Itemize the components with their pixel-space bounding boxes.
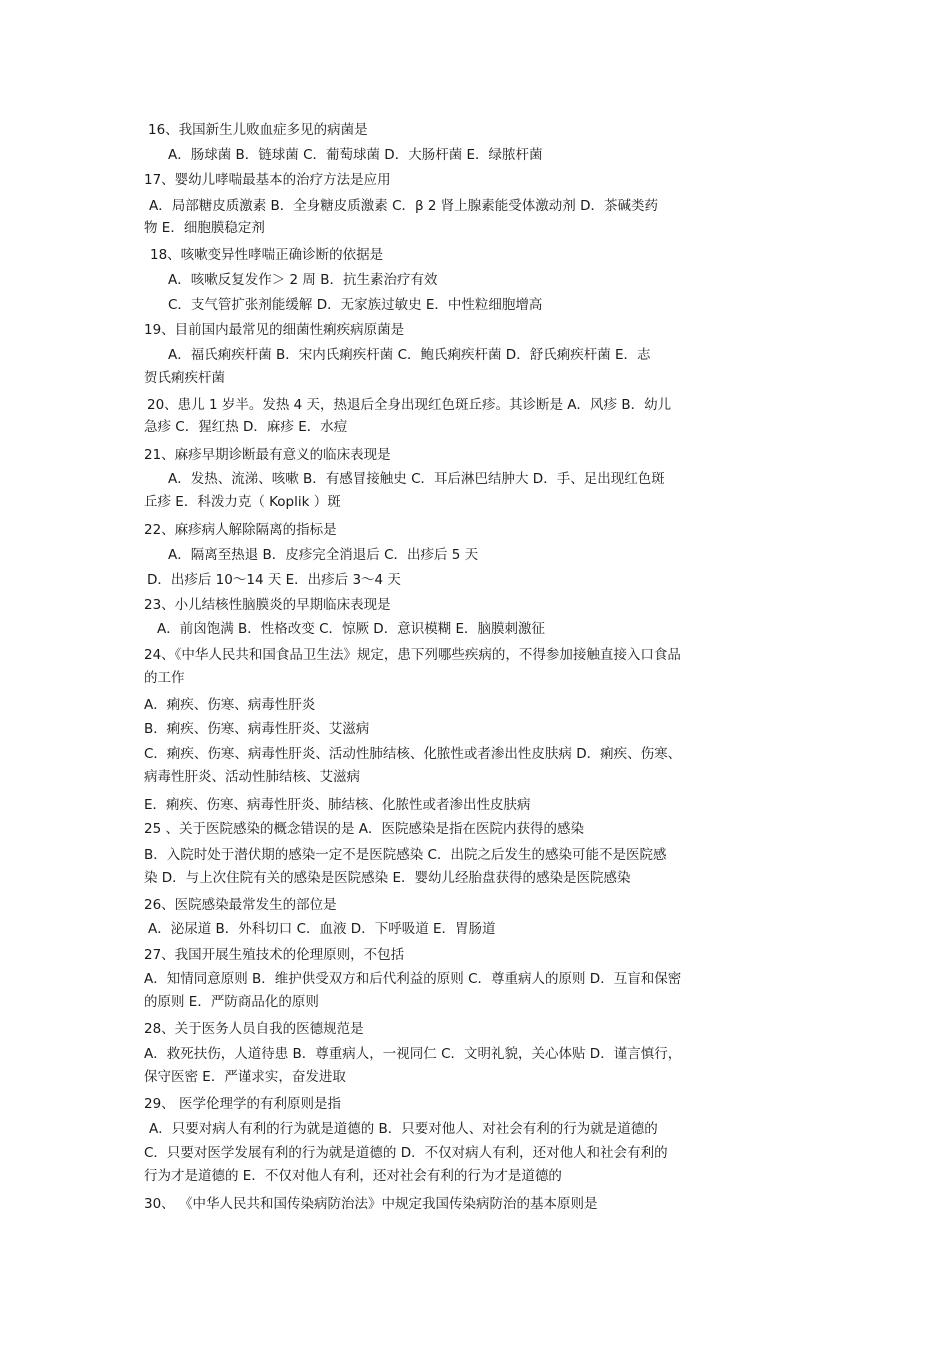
option-24-a: A．痢疾、伤寒、病毒性肝炎 (144, 697, 316, 713)
option-24-d-cont: 病毒性肝炎、活动性肺结核、艾滋病 (144, 769, 360, 785)
options-29-line3: 行为才是道德的 E．不仅对他人有利，还对社会有利的行为才是道德的 (144, 1168, 562, 1184)
options-28-line2: 保守医密 E．严谨求实，奋发进取 (144, 1069, 346, 1085)
options-16: A．肠球菌 B．链球菌 C．葡萄球菌 D．大肠杆菌 E．绿脓杆菌 (168, 147, 543, 163)
options-17-line2: 物 E．细胞膜稳定剂 (144, 220, 265, 236)
options-22-line1: A．隔离至热退 B．皮疹完全消退后 C．出疹后 5 天 (168, 547, 479, 563)
question-19: 19、目前国内最常见的细菌性痢疾病原菌是 (144, 322, 405, 338)
options-26: A．泌尿道 B．外科切口 C．血液 D．下呼吸道 E．胃肠道 (148, 921, 496, 937)
question-18: 18、咳嗽变异性哮喘正确诊断的依据是 (150, 247, 384, 263)
question-28: 28、关于医务人员自我的医德规范是 (144, 1021, 364, 1037)
options-21-line2: 丘疹 E．科泼力克（ Koplik ）斑 (144, 494, 341, 510)
options-29-line2: C．只要对医学发展有利的行为就是道德的 D．不仅对病人有利，还对他人和社会有利的 (144, 1145, 668, 1161)
options-25-line1: B．入院时处于潜伏期的感染一定不是医院感染 C．出院之后发生的感染可能不是医院感 (144, 847, 667, 863)
options-17-line1: A．局部糖皮质激素 B．全身糖皮质激素 C．β 2 肾上腺素能受体激动剂 D．茶碱类药 (149, 198, 658, 214)
question-22: 22、麻疹病人解除隔离的指标是 (144, 522, 337, 538)
options-28-line1: A．救死扶伤，人道待患 B．尊重病人，一视同仁 C．文明礼貌，关心体贴 D．谨言慎行， (144, 1046, 682, 1062)
options-25-line2: 染 D．与上次住院有关的感染是医院感染 E．婴幼儿经胎盘获得的感染是医院感染 (144, 870, 631, 886)
question-26: 26、医院感染最常发生的部位是 (144, 897, 337, 913)
options-27-line1: A．知情同意原则 B．维护供受双方和后代利益的原则 C．尊重病人的原则 D．互盲和保密 (144, 971, 682, 987)
question-25: 25 、关于医院感染的概念错误的是 A．医院感染是指在医院内获得的感染 (144, 821, 584, 837)
options-23: A．前囟饱满 B．性格改变 C．惊厥 D．意识模糊 E．脑膜刺激征 (157, 621, 546, 637)
options-19-line2: 贺氏痢疾杆菌 (144, 370, 225, 386)
options-27-line2: 的原则 E．严防商品化的原则 (144, 994, 319, 1010)
options-21-line1: A．发热、流涕、咳嗽 B．有感冒接触史 C．耳后淋巴结肿大 D．手、足出现红色斑 (168, 471, 665, 487)
option-24-c: C．痢疾、伤寒、病毒性肝炎、活动性肺结核、化脓性或者渗出性皮肤病 D．痢疾、伤寒、 (144, 746, 682, 762)
question-29: 29、 医学伦理学的有利原则是指 (144, 1096, 341, 1112)
options-19-line1: A．福氏痢疾杆菌 B．宋内氏痢疾杆菌 C．鲍氏痢疾杆菌 D．舒氏痢疾杆菌 E．志 (168, 347, 651, 363)
question-24-line1: 24、《中华人民共和国食品卫生法》规定，患下列哪些疾病的，不得参加接触直接入口食品 (144, 647, 681, 663)
options-18-line2: C．支气管扩张剂能缓解 D．无家族过敏史 E．中性粒细胞增高 (168, 297, 543, 313)
question-23: 23、小儿结核性脑膜炎的早期临床表现是 (144, 597, 391, 613)
option-24-e: E．痢疾、伤寒、病毒性肝炎、肺结核、化脓性或者渗出性皮肤病 (144, 797, 531, 813)
options-29-line1: A．只要对病人有利的行为就是道德的 B．只要对他人、对社会有利的行为就是道德的 (149, 1121, 658, 1137)
question-27: 27、我国开展生殖技术的伦理原则，不包括 (144, 947, 405, 963)
question-20-line2: 急疹 C．猩红热 D．麻疹 E．水痘 (144, 419, 348, 435)
options-22-line2: D．出疹后 10～14 天 E．出疹后 3～4 天 (147, 572, 401, 588)
option-24-b: B．痢疾、伤寒、病毒性肝炎、艾滋病 (144, 721, 370, 737)
question-24-line2: 的工作 (144, 670, 185, 686)
question-30: 30、 《中华人民共和国传染病防治法》中规定我国传染病防治的基本原则是 (144, 1196, 598, 1212)
question-21: 21、麻疹早期诊断最有意义的临床表现是 (144, 447, 391, 463)
question-17: 17、婴幼儿哮喘最基本的治疗方法是应用 (144, 172, 391, 188)
question-20-line1: 20、患儿 1 岁半。发热 4 天，热退后全身出现红色斑丘疹。其诊断是 A．风疹 B．幼儿 (147, 397, 672, 413)
options-18-line1: A．咳嗽反复发作＞ 2 周 B．抗生素治疗有效 (168, 272, 438, 288)
question-16: 16、我国新生儿败血症多见的病菌是 (148, 122, 368, 138)
